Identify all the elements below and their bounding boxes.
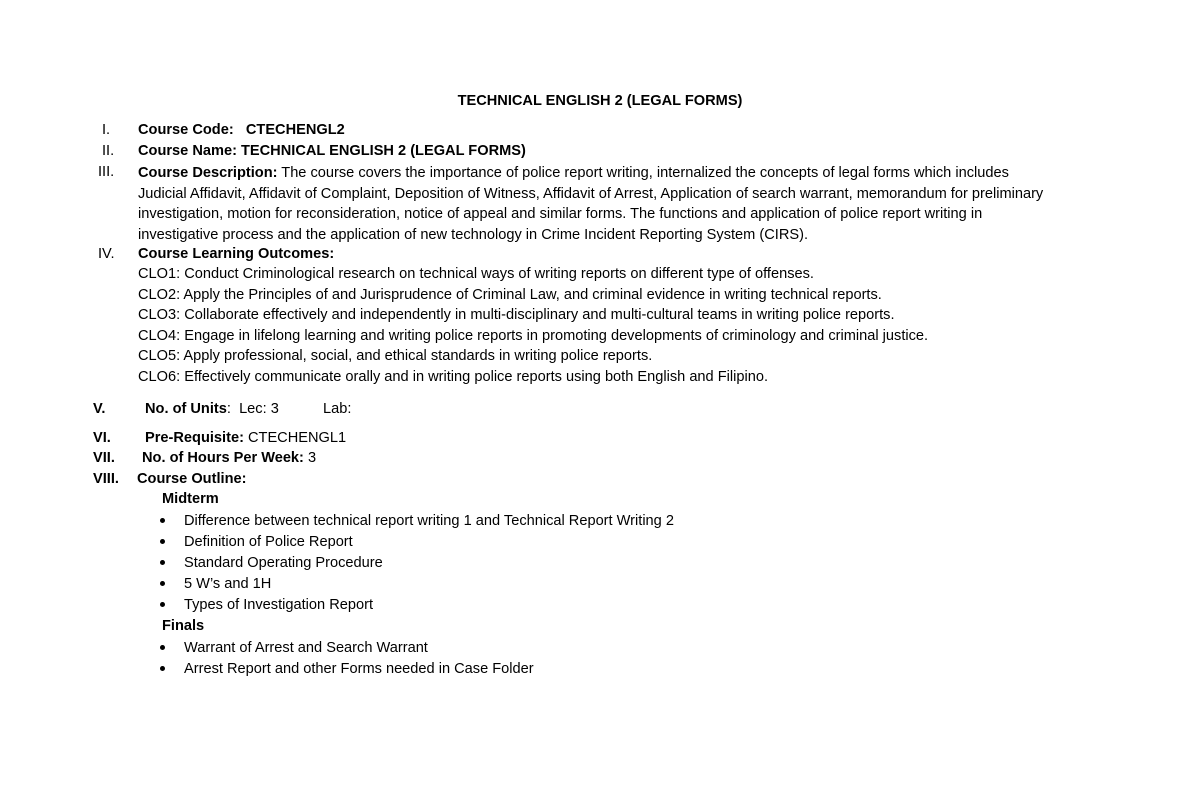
clo-item: CLO5: Apply professional, social, and ethical standards in writing police reports. <box>138 348 653 364</box>
midterm-item: 5 W’s and 1H <box>184 576 272 592</box>
bullet-icon <box>160 539 165 544</box>
hours-value: 3 <box>303 450 317 466</box>
clo-item: CLO3: Collaborate effectively and independently in multi-disciplinary and multi-cultural teams in writing police reports. <box>138 307 895 323</box>
course-name-label: Course Name: TECHNICAL ENGLISH 2 (LEGAL FORMS) <box>138 143 526 159</box>
midterm-item: Standard Operating Procedure <box>184 555 383 571</box>
section-numeral-course-code: I. <box>102 122 111 138</box>
finals-heading: Finals <box>162 618 205 634</box>
midterm-item: Types of Investigation Report <box>184 597 374 613</box>
course-code-value: CTECHENGL2 <box>245 122 345 138</box>
prerequisite-value: CTECHENGL1 <box>243 430 347 446</box>
hours-label: No. of Hours Per Week: <box>142 450 304 466</box>
section-numeral-prerequisite: VI. <box>93 430 111 446</box>
units-line <box>145 399 279 419</box>
finals-item: Warrant of Arrest and Search Warrant <box>184 640 428 656</box>
course-description-text-3: investigation, motion for reconsideration, notice of appeal and similar forms. The functions and application of police report writing in <box>138 206 983 222</box>
section-numeral-units: V. <box>93 401 106 417</box>
units-colon: : <box>226 401 231 417</box>
clo-item: CLO1: Conduct Criminological research on technical ways of writing reports on different type of offenses. <box>138 266 814 282</box>
units-lab: Lab: <box>323 401 352 417</box>
prerequisite-label: Pre-Requisite: <box>145 430 244 446</box>
midterm-item: Definition of Police Report <box>184 534 353 550</box>
midterm-item: Difference between technical report writing 1 and Technical Report Writing 2 <box>184 513 674 529</box>
course-description-text-4: investigative process and the application of new technology in Crime Incident Reporting System (CIRS). <box>138 226 809 243</box>
units-lec: Lec: 3 <box>239 401 279 417</box>
course-description-label: Course Description: <box>138 165 278 181</box>
learning-outcomes-label: Course Learning Outcomes: <box>138 246 335 262</box>
bullet-icon <box>160 518 165 523</box>
clo-item: CLO2: Apply the Principles of and Jurisprudence of Criminal Law, and criminal evidence in writing technical reports. <box>138 287 882 303</box>
bullet-icon <box>160 666 165 671</box>
bullet-icon <box>160 602 165 607</box>
course-description <box>138 163 1128 245</box>
clo-item: CLO4: Engage in lifelong learning and writing police reports in promoting developments of criminology and criminal justice. <box>138 328 929 344</box>
units-label: No. of Units <box>145 401 227 417</box>
clo-item: CLO6: Effectively communicate orally and in writing police reports using both English and Filipino. <box>138 369 769 385</box>
section-numeral-course-name: II. <box>102 143 115 159</box>
hours-line <box>142 448 316 468</box>
midterm-heading: Midterm <box>162 491 219 507</box>
finals-item: Arrest Report and other Forms needed in Case Folder <box>184 661 534 677</box>
outline-label: Course Outline: <box>137 471 247 487</box>
course-description-text-1: The course covers the importance of police report writing, internalized the concepts of legal forms which includes <box>277 165 1009 181</box>
course-description-text-2: Judicial Affidavit, Affidavit of Complaint, Deposition of Witness, Affidavit of Arrest, Application of search warrant, memorandum for preliminary <box>138 185 1044 202</box>
bullet-icon <box>160 645 165 650</box>
course-code-label: Course Code: <box>138 122 234 138</box>
bullet-icon <box>160 560 165 565</box>
section-numeral-outline: VIII. <box>93 471 119 487</box>
section-numeral-course-description: III. <box>98 164 115 180</box>
course-code-line <box>138 120 345 140</box>
section-numeral-learning-outcomes: IV. <box>98 246 115 262</box>
section-numeral-hours: VII. <box>93 450 115 466</box>
prerequisite-line <box>145 428 346 448</box>
document-title: TECHNICAL ENGLISH 2 (LEGAL FORMS) <box>457 93 743 109</box>
bullet-icon <box>160 581 165 586</box>
